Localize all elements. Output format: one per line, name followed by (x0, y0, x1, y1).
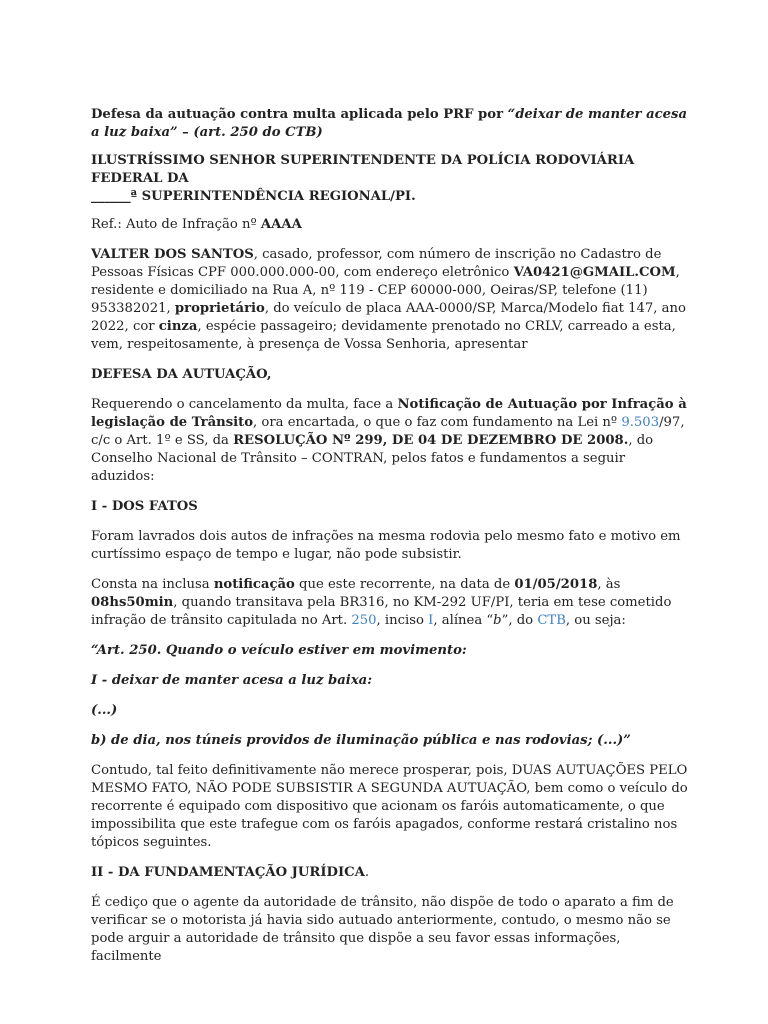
defense-heading: DEFESA DA AUTUAÇÃO, (91, 367, 272, 382)
document-title: Defesa da autuação contra multa aplicada pelo PRF por “deixar de manter acesa a luz baixa” – (art. 250 do CTB) (91, 107, 688, 140)
facts-paragraph-3: Contudo, tal feito definitivamente não merece prosperar, pois, DUAS AUTUAÇÕES PELO MESMO FATO, NÃO PODE SUBSISTIR A SEGUNDA AUTUAÇÃO, bem como o veículo do recorrente é equipado com dispositivo que acionam os faróis automaticamente, o que impossibilita que este trafegue com os faróis apagados, conforme restará cristalino nos tópicos seguintes. (91, 763, 688, 850)
inciso-link[interactable]: I (428, 613, 434, 628)
ctb-link[interactable]: CTB (537, 613, 566, 628)
qualification-paragraph: VALTER DOS SANTOS, casado, professor, com número de inscrição no Cadastro de Pessoas Físicas CPF 000.000.000-00, com endereço eletrônico VA0421@GMAIL.COM, residente e domiciliado na Rua A, nº 119 - CEP 60000-000, Oeiras/SP, telefone (11) 953382021, proprietário, do veículo de placa AAA-0000/SP, Marca/Modelo fiat 147, ano 2022, cor cinza, espécie passageiro; devidamente prenotado no CRLV, carreado a esta, vem, respeitosamente, à presença de Vossa Senhoria, apresentar (91, 247, 686, 352)
quote-line-2: I - deixar de manter acesa a luz baixa: (91, 673, 373, 688)
quote-line-3: (...) (91, 703, 118, 718)
article-link[interactable]: 250 (351, 613, 377, 628)
law-link[interactable]: 9.503 (621, 415, 660, 430)
request-paragraph: Requerendo o cancelamento da multa, face a Notificação de Autuação por Infração à legislação de Trânsito, ora encartada, o que o faz com fundamento na Lei nº 9.503/97, c/c o Art. 1º e SS, da RESOLUÇÃO Nº 299, DE 04 DE DEZEMBRO DE 2008., do Conselho Nacional de Trânsito – CONTRAN, pelos fatos e fundamentos a seguir aduzidos: (91, 397, 687, 484)
facts-paragraph-2: Consta na inclusa notificação que este recorrente, na data de 01/05/2018, às 08hs50min, quando transitava pela BR316, no KM-292 UF/PI, teria em tese cometido infração de trânsito capitulada no Art. 250, inciso I, alínea “b”, do CTB, ou seja: (91, 577, 672, 628)
reference-line: Ref.: Auto de Infração nº AAAA (91, 217, 302, 232)
legal-paragraph-1: É cediço que o agente da autoridade de trânsito, não dispõe de todo o aparato a fim de verificar se o motorista já havia sido autuado anteriormente, contudo, o mesmo não se pode arguir a autoridade de trânsito que dispõe a seu favor essas informações, facilmente (91, 895, 674, 964)
salutation: ILUSTRÍSSIMO SENHOR SUPERINTENDENTE DA POLÍCIA RODOVIÁRIA FEDERAL DA ______ª SUPERINTENDÊNCIA REGIONAL/PI. (91, 153, 635, 204)
quote-line-4: b) de dia, nos túneis providos de iluminação pública e nas rodovias; (...)” (91, 733, 631, 748)
facts-paragraph-1: Foram lavrados dois autos de infrações na mesma rodovia pelo mesmo fato e motivo em curtíssimo espaço de tempo e lugar, não pode subsistir. (91, 529, 681, 562)
quote-line-1: “Art. 250. Quando o veículo estiver em movimento: (91, 643, 467, 658)
section-heading-facts: I - DOS FATOS (91, 499, 198, 514)
document-page (91, 106, 691, 978)
section-heading-legal: II - DA FUNDAMENTAÇÃO JURÍDICA. (91, 865, 370, 880)
